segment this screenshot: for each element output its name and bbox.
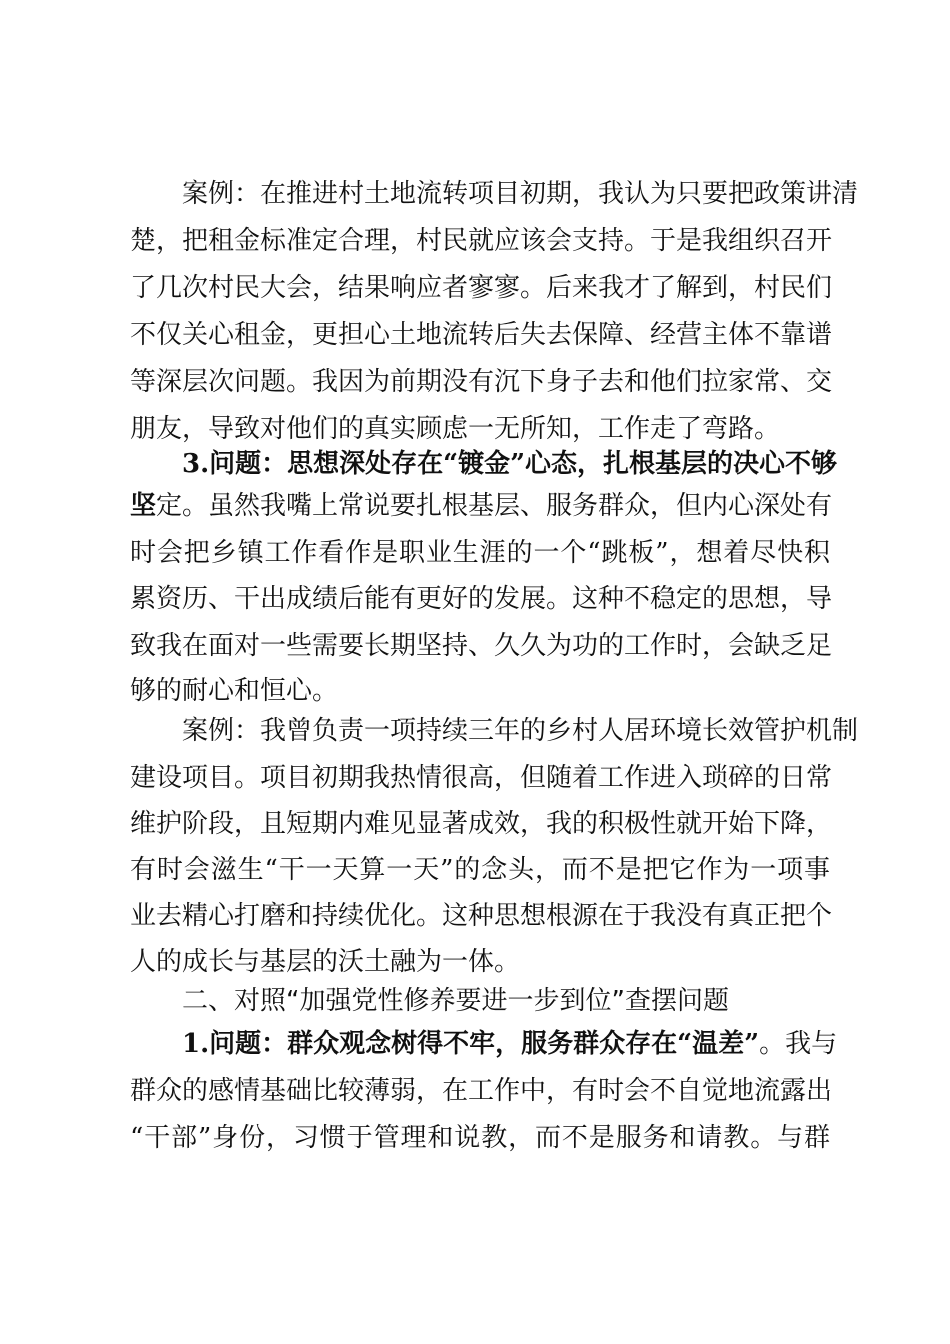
line-text: 群众的感情基础比较薄弱，在工作中，有时会不自觉地流露出 (130, 1076, 833, 1106)
issue-heading-1 (182, 1029, 838, 1059)
paragraph-line (130, 226, 833, 256)
line-text: 定。虽然我嘴上常说要扎根基层、服务群众，但内心深处有 (156, 491, 833, 521)
paragraph-line (130, 809, 833, 839)
paragraph-line (130, 947, 830, 977)
line-text: 。我与 (759, 1029, 838, 1059)
line-text: 有时会滋生“干一天算一天”的念头，而不是把它作为一项事 (130, 855, 830, 885)
line-text: 够的耐心和恒心。 (130, 676, 339, 706)
paragraph-line (130, 491, 833, 521)
paragraph-line (182, 179, 859, 209)
line-bold-text: 坚 (130, 491, 157, 521)
paragraph-line (130, 273, 833, 303)
paragraph-line (130, 763, 833, 793)
line-text: 了几次村民大会，结果响应者寥寥。后来我才了解到，村民们 (130, 273, 833, 303)
line-text: 维护阶段，且短期内难见显著成效，我的积极性就开始下降， (130, 809, 833, 839)
issue-heading-3 (182, 449, 838, 479)
paragraph-line (130, 367, 833, 397)
line-text: 致我在面对一些需要长期坚持、久久为功的工作时，会缺乏足 (130, 631, 833, 661)
line-text: 累资历、干出成绩后能有更好的发展。这种不稳定的思想，导 (130, 584, 833, 614)
paragraph-line (130, 901, 833, 931)
line-text: 案例：在推进村土地流转项目初期，我认为只要把政策讲清 (182, 179, 859, 209)
line-text: 业去精心打磨和持续优化。这种思想根源在于我没有真正把个 (130, 901, 833, 931)
paragraph-line (130, 584, 833, 614)
line-text: 等深层次问题。我因为前期没有沉下身子去和他们拉家常、交 (130, 367, 833, 397)
paragraph-line (182, 716, 859, 746)
section-heading-2 (182, 986, 830, 1016)
paragraph-line (130, 414, 830, 444)
line-text: 建设项目。项目初期我热情很高，但随着工作进入琐碎的日常 (130, 763, 833, 793)
paragraph-line (130, 631, 833, 661)
line-text: 时会把乡镇工作看作是职业生涯的一个“跳板”，想着尽快积 (130, 538, 830, 568)
paragraph-line (130, 1076, 833, 1106)
paragraph-line (130, 320, 833, 350)
line-text: 楚，把租金标准定合理，村民就应该会支持。于是我组织召开 (130, 226, 833, 256)
line-bold-text: 1.问题：群众观念树得不牢，服务群众存在“温差” (182, 1029, 760, 1059)
line-text: 人的成长与基层的沃土融为一体。 (130, 947, 521, 977)
paragraph-line (130, 676, 830, 706)
line-text: 二、对照“加强党性修养要进一步到位”查摆问题 (182, 986, 729, 1016)
line-bold-text: 3.问题：思想深处存在“镀金”心态，扎根基层的决心不够 (182, 449, 838, 479)
paragraph-line (130, 855, 830, 885)
paragraph-line (130, 1123, 830, 1153)
line-text: 不仅关心租金，更担心土地流转后失去保障、经营主体不靠谱 (130, 320, 833, 350)
paragraph-line (130, 538, 830, 568)
line-text: 朋友，导致对他们的真实顾虑一无所知，工作走了弯路。 (130, 414, 781, 444)
line-text: 案例：我曾负责一项持续三年的乡村人居环境长效管护机制 (182, 716, 859, 746)
line-text: “干部”身份，习惯于管理和说教，而不是服务和请教。与群 (130, 1123, 830, 1153)
